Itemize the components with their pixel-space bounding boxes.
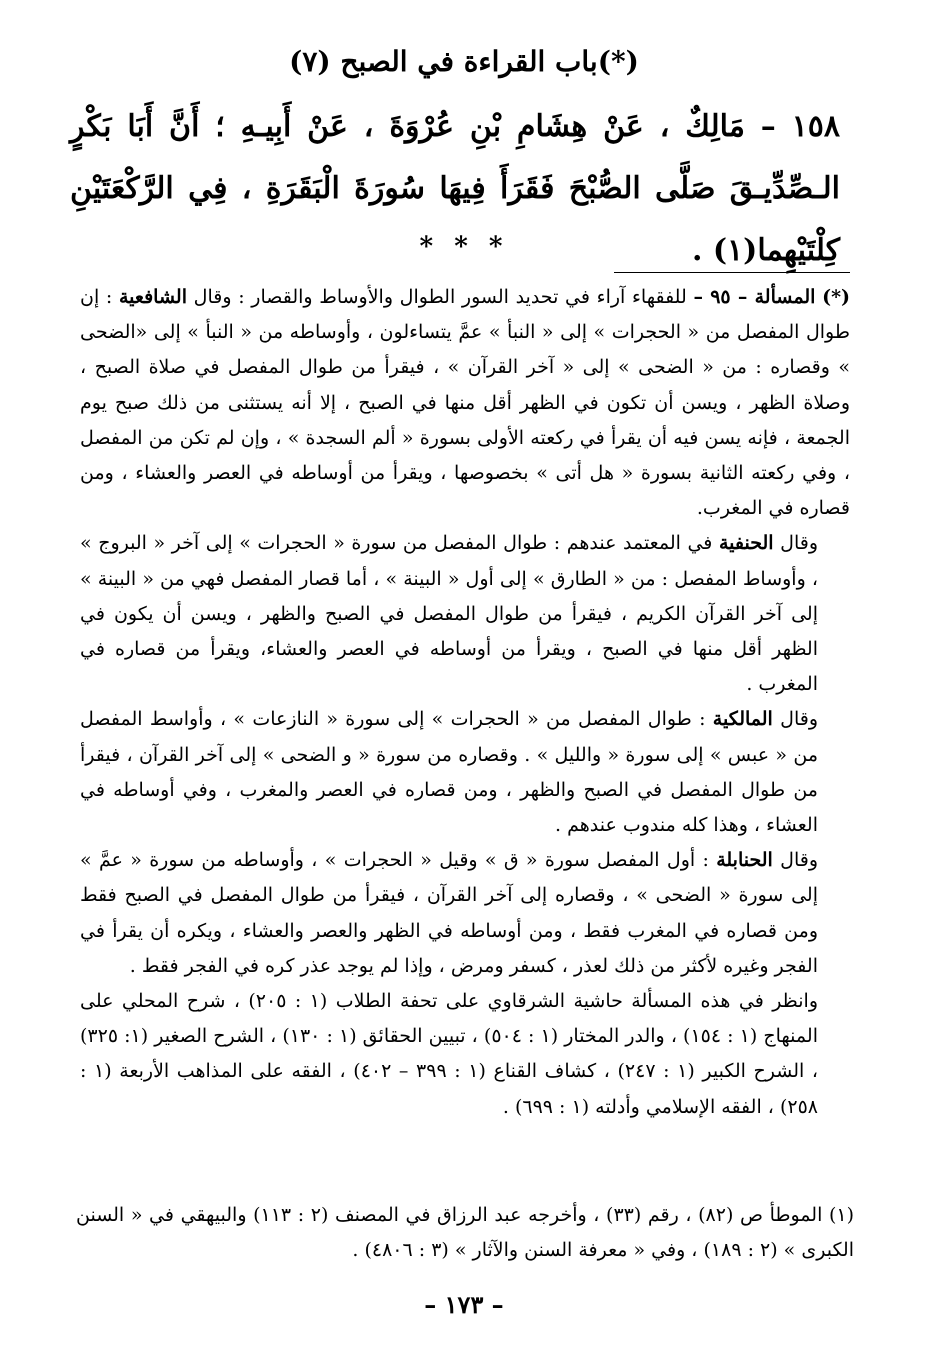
hanabila-prefix: وقال [780, 849, 819, 872]
note-malikiyya [80, 702, 850, 843]
note-references [80, 984, 850, 1125]
page-number: – ١٧٣ – [424, 1290, 504, 1319]
hanabila-text: : أول المفصل سورة « ق » وقيل « الحجرات » ، وأوساطه من سورة « عمَّ » إلى سورة « الضحى » ، وقصاره إلى آخر القرآن ، فيقرأ من طوال المفصل في الصبح فقط ومن قصاره في المغرب فقط ، ومن أوساطه في الظهر والعصر والعشاء ، ويكره أن يقرأ في الفجر وغيره لأكثر من ذلك لعذر ، كسفر ومرض ، وإذا لم يوجد عذر كره في الفجر فقط . [80, 849, 818, 977]
hanafiyya-label: الحنفية [718, 532, 774, 555]
footnote-rule [614, 272, 850, 273]
note-marker: (*) [822, 286, 851, 308]
hadith-text: مَالِكٌ ، عَنْ هِشَامِ بْنِ عُرْوَةَ ، عَنْ أَبِيـهِ ؛ أَنَّ أَبَا بَكْرٍ الـصِّدِّيـقَ صَلَّى الصُّبْحَ فَقَرَأَ فِيهَا سُورَةَ الْبَقَرَةِ ، فِي الرَّكْعَتَيْنِ كِلْتَيْهِما(١) . [70, 109, 840, 268]
hadith-number: ١٥٨ – [760, 109, 840, 144]
issue-intro: للفقهاء آراء في تحديد السور الطوال والأوساط والقصار : وقال [193, 286, 687, 308]
footnote [76, 1198, 854, 1268]
chapter-title: (٧) باب القراءة في الصبح(*) [289, 45, 639, 78]
shafiiyya-text: : إن طوال المفصل من « الحجرات » إلى « النبأ » عمَّ يتساءلون ، وأوساطه من « النبأ » إلى «الضحى » وقصاره : من « الضحى » إلى « آخر القرآن » ، فيقرأ من طوال المفصل في صلاة الصبح ، وصلاة الظهر ، ويسن أن تكون في الظهر أقل منها في الصبح ، إلا أنه يستثنى من ذلك صبح يوم الجمعة ، فإنه يسن فيه أن يقرأ في ركعته الأولى بسورة « ألم السجدة » ، وإن لم تكن من المفصل ، وفي ركعته الثانية بسورة « هل أتى » بخصوصها ، ويقرأ من أوساطه في العصر والعشاء ، ومن قصاره في المغرب. [80, 286, 850, 520]
issue-label: المسألة – ٩٥ – [693, 286, 816, 308]
malikiyya-label: المالكية [712, 708, 773, 731]
malikiyya-prefix: وقال [780, 708, 818, 731]
references-text: وانظر في هذه المسألة حاشية الشرقاوي على تحفة الطلاب (١ : ٢٠٥) ، شرح المحلي على المنهاج (١ : ١٥٤) ، والدر المختار (١ : ٥٠٤) ، تبيين الحقائق (١ : ١٣٠) ، الشرح الصغير (١: ٣٢٥) ، الشرح الكبير (١ : ٢٤٧) ، كشاف القناع (١ : ٣٩٩ – ٤٠٢) ، الفقه على المذاهب الأربعة (١ : ٢٥٨) ، الفقه الإسلامي وأدلته (١ : ٦٩٩) . [80, 990, 819, 1118]
hanafiyya-prefix: وقال [780, 532, 819, 555]
section-separator: * * * [419, 232, 509, 262]
hanafiyya-text: في المعتمد عندهم : طوال المفصل من سورة « الحجرات » إلى آخر « البروج » ، وأوساط المفصل : من « الطارق » إلى أول « البينة » ، أما قصار المفصل فهي من « البينة » إلى آخر القرآن الكريم ، فيقرأ من طوال المفصل في الصبح والظهر ، ويسن أن يكون في الظهر أقل منها في الصبح ، ويقرأ من أوساطه في العصر والعشاء، ويقرأ من قصاره في المغرب . [80, 532, 818, 696]
hanabila-label: الحنابلة [716, 849, 773, 872]
note-shafiiyya [80, 280, 850, 526]
footnote-text: (١) الموطأ ص (٨٢) ، رقم (٣٣) ، وأخرجه عبد الرزاق في المصنف (٢ : ١١٣) والبيهقي في « السنن الكبرى » (٢ : ١٨٩) ، وفي « معرفة السنن والآثار » (٣ : ٤٨٠٦) . [76, 1204, 855, 1261]
note-hanabila [80, 843, 850, 984]
issue-note [80, 280, 850, 1125]
malikiyya-text: : طوال المفصل من « الحجرات » إلى سورة « النازعات » ، وأواسط المفصل من « عبس » إلى سورة « والليل » . وقصاره من سورة « و الضحى » إلى آخر القرآن ، فيقرأ من طوال المفصل في الصبح والظهر ، ومن قصاره في العصر والمغرب ، وفي أوساطه في العشاء ، وهذا كله مندوب عندهم . [80, 708, 818, 837]
shafiiyya-label: الشافعية [119, 286, 187, 308]
note-hanafiyya [80, 526, 850, 702]
